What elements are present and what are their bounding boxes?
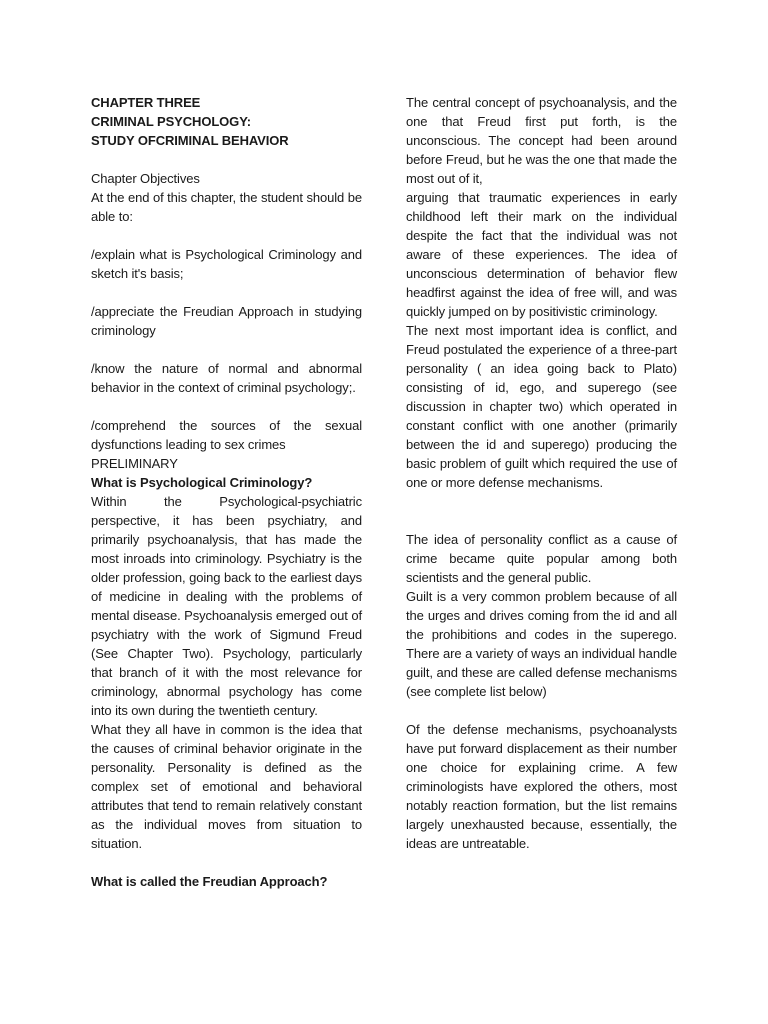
body-paragraph: Of the defense mechanisms, psychoanalysts have put forward displacement as their number one choice for explaining crime. A few criminologists have explored the others, most notably reaction formation, but the list remains largely unexhausted because, essentially, the ideas are untreatable.: [406, 722, 677, 851]
right-column: [406, 93, 677, 853]
chapter-title: CRIMINAL PSYCHOLOGY:: [91, 114, 252, 129]
left-column: [91, 93, 362, 891]
objective-item: /know the nature of normal and abnormal behavior in the context of criminal psychology;.: [91, 361, 362, 395]
body-paragraph: The central concept of psychoanalysis, and the one that Freud first put forth, is the unconscious. The concept had been around before Freud, but he was the one that made the most out of it,: [406, 95, 677, 186]
body-paragraph: arguing that traumatic experiences in early childhood left their mark on the individual despite the fact that the individual was not aware of these experiences. The idea of unconscious determination of behavior flew headfirst against the idea of free will, and was quickly jumped on by positivistic criminology.: [406, 190, 677, 319]
body-paragraph: What they all have in common is the idea that the causes of criminal behavior originate in the personality. Personality is defined as the complex set of emotional and behavioral attributes that tend to remain relatively constant as the individual moves from situation to situation.: [91, 722, 362, 851]
objectives-heading: Chapter Objectives: [91, 171, 200, 186]
section-label: PRELIMINARY: [91, 456, 178, 471]
chapter-number: CHAPTER THREE: [91, 95, 201, 110]
chapter-subtitle: STUDY OFCRIMINAL BEHAVIOR: [91, 133, 289, 148]
body-paragraph: Within the Psychological-psychiatric perspective, it has been psychiatry, and primarily psychoanalysis, that has made the most inroads into criminology. Psychiatry is the older profession, going back to the earliest days of medicine in dealing with the problems of mental disease. Psychoanalysis emerged out of psychiatry with the work of Sigmund Freud (See Chapter Two). Psychology, particularly that branch of it with the most relevance for criminology, abnormal psychology has come into its own during the twentieth century.: [91, 494, 362, 718]
objectives-intro: At the end of this chapter, the student should be able to:: [91, 190, 362, 224]
body-paragraph: The next most important idea is conflict, and Freud postulated the experience of a three-part personality ( an idea going back to Plato) consisting of id, ego, and superego (see discussion in chapter two) which operated in constant conflict with one another (primarily between the id and superego) producing the basic problem of guilt which required the use of one or more defense mechanisms.: [406, 323, 677, 490]
section-heading: What is Psychological Criminology?: [91, 475, 313, 490]
objective-item: /comprehend the sources of the sexual dysfunctions leading to sex crimes: [91, 418, 362, 452]
body-paragraph: Guilt is a very common problem because of all the urges and drives coming from the id and all the prohibitions and codes in the superego. There are a variety of ways an individual handle guilt, and these are called defense mechanisms (see complete list below): [406, 589, 677, 699]
section-heading: What is called the Freudian Approach?: [91, 874, 328, 889]
objective-item: /appreciate the Freudian Approach in studying criminology: [91, 304, 362, 338]
objective-item: /explain what is Psychological Criminology and sketch it's basis;: [91, 247, 362, 281]
body-paragraph: The idea of personality conflict as a cause of crime became quite popular among both scientists and the general public.: [406, 532, 677, 585]
